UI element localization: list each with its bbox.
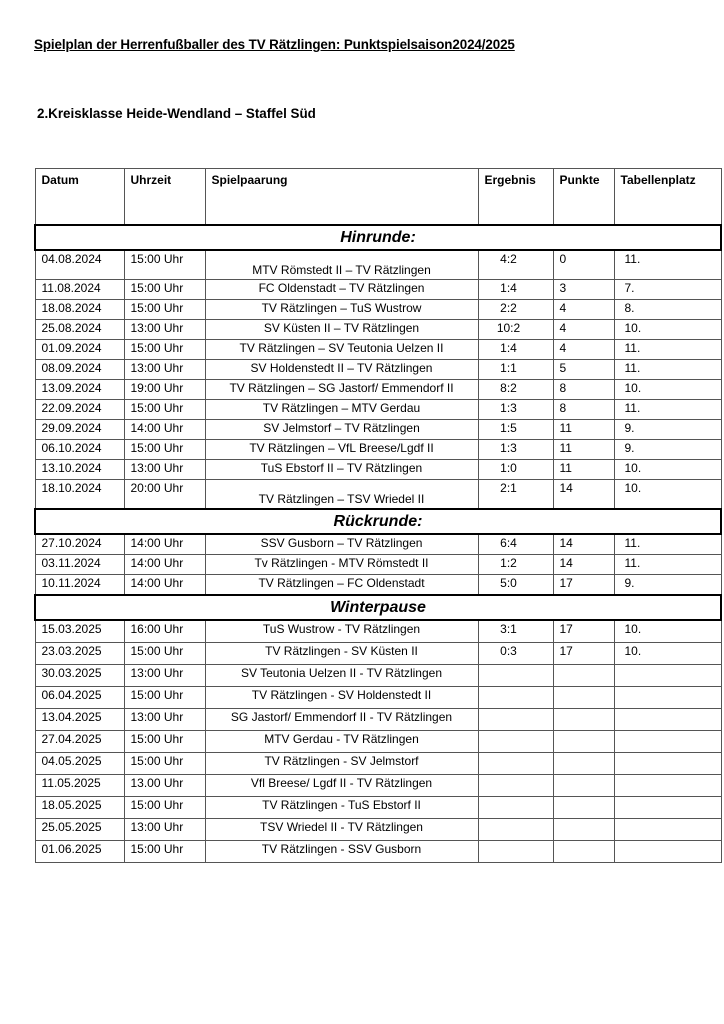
spielpaarung-cell: SV Teutonia Uelzen II - TV Rätzlingen (205, 665, 478, 687)
tabellenplatz-cell (614, 731, 721, 753)
ergebnis-cell (478, 819, 553, 841)
uhrzeit-cell: 20:00 Uhr (124, 480, 205, 510)
tabellenplatz-cell: 10. (614, 380, 721, 400)
datum-cell: 23.03.2025 (35, 643, 124, 665)
tabellenplatz-cell: 10. (614, 480, 721, 510)
punkte-cell: 0 (553, 250, 614, 280)
uhrzeit-cell: 13:00 Uhr (124, 709, 205, 731)
table-row (35, 620, 721, 643)
tabellenplatz-cell: 9. (614, 575, 721, 596)
table-row (35, 480, 721, 510)
table-row (35, 709, 721, 731)
ergebnis-cell: 3:1 (478, 620, 553, 643)
table-row (35, 687, 721, 709)
uhrzeit-cell: 14:00 Uhr (124, 420, 205, 440)
datum-cell: 03.11.2024 (35, 555, 124, 575)
uhrzeit-cell: 15:00 Uhr (124, 440, 205, 460)
uhrzeit-cell: 15:00 Uhr (124, 841, 205, 863)
uhrzeit-cell: 13:00 Uhr (124, 320, 205, 340)
tabellenplatz-cell: 10. (614, 460, 721, 480)
table-row (35, 380, 721, 400)
tabellenplatz-cell: 10. (614, 643, 721, 665)
uhrzeit-cell: 15:00 Uhr (124, 400, 205, 420)
punkte-cell: 8 (553, 380, 614, 400)
tabellenplatz-cell (614, 753, 721, 775)
datum-cell: 25.08.2024 (35, 320, 124, 340)
tabellenplatz-cell: 11. (614, 400, 721, 420)
spielpaarung-cell: Tv Rätzlingen - MTV Römstedt II (205, 555, 478, 575)
table-row (35, 400, 721, 420)
ergebnis-cell: 5:0 (478, 575, 553, 596)
spielpaarung-cell: SV Jelmstorf – TV Rätzlingen (205, 420, 478, 440)
header-tabellenplatz: Tabellenplatz (614, 169, 721, 226)
tabellenplatz-cell: 9. (614, 440, 721, 460)
header-datum: Datum (35, 169, 124, 226)
spielpaarung-cell: TuS Ebstorf II – TV Rätzlingen (205, 460, 478, 480)
spielpaarung-cell: TV Rätzlingen - SV Holdenstedt II (205, 687, 478, 709)
ergebnis-cell: 10:2 (478, 320, 553, 340)
table-row (35, 440, 721, 460)
ergebnis-cell: 1:3 (478, 400, 553, 420)
punkte-cell: 17 (553, 620, 614, 643)
header-uhrzeit: Uhrzeit (124, 169, 205, 226)
uhrzeit-cell: 16:00 Uhr (124, 620, 205, 643)
uhrzeit-cell: 13:00 Uhr (124, 819, 205, 841)
table-row (35, 575, 721, 596)
league-subtitle: 2.Kreisklasse Heide-Wendland – Staffel Süd (37, 106, 316, 121)
ergebnis-cell (478, 797, 553, 819)
spielpaarung-cell: TV Rätzlingen – FC Oldenstadt (205, 575, 478, 596)
section-row (35, 509, 721, 534)
tabellenplatz-cell (614, 797, 721, 819)
datum-cell: 18.08.2024 (35, 300, 124, 320)
table-row (35, 280, 721, 300)
spielpaarung-cell: TV Rätzlingen – TuS Wustrow (205, 300, 478, 320)
datum-cell: 06.10.2024 (35, 440, 124, 460)
spielpaarung-cell: TV Rätzlingen - SV Jelmstorf (205, 753, 478, 775)
uhrzeit-cell: 19:00 Uhr (124, 380, 205, 400)
table-row (35, 460, 721, 480)
punkte-cell (553, 731, 614, 753)
spielpaarung-cell: MTV Gerdau - TV Rätzlingen (205, 731, 478, 753)
punkte-cell: 11 (553, 440, 614, 460)
ergebnis-cell: 1:4 (478, 340, 553, 360)
uhrzeit-cell: 14:00 Uhr (124, 575, 205, 596)
punkte-cell: 11 (553, 420, 614, 440)
table-row (35, 643, 721, 665)
table-row (35, 819, 721, 841)
tabellenplatz-cell: 10. (614, 620, 721, 643)
schedule-table (34, 168, 722, 863)
datum-cell: 27.10.2024 (35, 534, 124, 555)
tabellenplatz-cell: 11. (614, 250, 721, 280)
ergebnis-cell (478, 731, 553, 753)
ergebnis-cell: 1:0 (478, 460, 553, 480)
datum-cell: 01.09.2024 (35, 340, 124, 360)
spielpaarung-cell: TV Rätzlingen - TuS Ebstorf II (205, 797, 478, 819)
uhrzeit-cell: 15:00 Uhr (124, 731, 205, 753)
datum-cell: 22.09.2024 (35, 400, 124, 420)
tabellenplatz-cell (614, 819, 721, 841)
datum-cell: 11.08.2024 (35, 280, 124, 300)
table-row (35, 340, 721, 360)
uhrzeit-cell: 15:00 Uhr (124, 643, 205, 665)
punkte-cell: 14 (553, 534, 614, 555)
datum-cell: 30.03.2025 (35, 665, 124, 687)
datum-cell: 01.06.2025 (35, 841, 124, 863)
datum-cell: 04.08.2024 (35, 250, 124, 280)
datum-cell: 08.09.2024 (35, 360, 124, 380)
datum-cell: 18.10.2024 (35, 480, 124, 510)
punkte-cell (553, 841, 614, 863)
tabellenplatz-cell: 11. (614, 534, 721, 555)
header-row (35, 169, 721, 226)
ergebnis-cell (478, 753, 553, 775)
table-row (35, 360, 721, 380)
ergebnis-cell: 1:1 (478, 360, 553, 380)
spielpaarung-cell: SV Holdenstedt II – TV Rätzlingen (205, 360, 478, 380)
uhrzeit-cell: 14:00 Uhr (124, 534, 205, 555)
header-punkte: Punkte (553, 169, 614, 226)
uhrzeit-cell: 15:00 Uhr (124, 797, 205, 819)
spielpaarung-cell: SG Jastorf/ Emmendorf II - TV Rätzlingen (205, 709, 478, 731)
uhrzeit-cell: 13:00 Uhr (124, 460, 205, 480)
datum-cell: 10.11.2024 (35, 575, 124, 596)
table-row (35, 320, 721, 340)
uhrzeit-cell: 15:00 Uhr (124, 300, 205, 320)
datum-cell: 13.10.2024 (35, 460, 124, 480)
spielpaarung-cell: TuS Wustrow - TV Rätzlingen (205, 620, 478, 643)
datum-cell: 13.09.2024 (35, 380, 124, 400)
spielpaarung-cell: TV Rätzlingen – TSV Wriedel II (205, 480, 478, 510)
datum-cell: 06.04.2025 (35, 687, 124, 709)
punkte-cell: 4 (553, 320, 614, 340)
table-row (35, 797, 721, 819)
tabellenplatz-cell: 8. (614, 300, 721, 320)
table-row (35, 534, 721, 555)
ergebnis-cell (478, 687, 553, 709)
datum-cell: 25.05.2025 (35, 819, 124, 841)
table-row (35, 731, 721, 753)
spielpaarung-cell: MTV Römstedt II – TV Rätzlingen (205, 250, 478, 280)
datum-cell: 27.04.2025 (35, 731, 124, 753)
punkte-cell: 11 (553, 460, 614, 480)
spielpaarung-cell: TV Rätzlingen – VfL Breese/Lgdf II (205, 440, 478, 460)
section-label: Rückrunde: (35, 509, 721, 534)
tabellenplatz-cell (614, 709, 721, 731)
ergebnis-cell: 1:4 (478, 280, 553, 300)
tabellenplatz-cell (614, 841, 721, 863)
punkte-cell (553, 753, 614, 775)
punkte-cell: 17 (553, 575, 614, 596)
datum-cell: 13.04.2025 (35, 709, 124, 731)
punkte-cell: 14 (553, 555, 614, 575)
ergebnis-cell: 1:3 (478, 440, 553, 460)
schedule-body (35, 225, 721, 863)
tabellenplatz-cell: 11. (614, 340, 721, 360)
section-row (35, 225, 721, 250)
datum-cell: 15.03.2025 (35, 620, 124, 643)
spielpaarung-cell: TV Rätzlingen – MTV Gerdau (205, 400, 478, 420)
table-row (35, 250, 721, 280)
ergebnis-cell: 6:4 (478, 534, 553, 555)
tabellenplatz-cell (614, 687, 721, 709)
table-row (35, 555, 721, 575)
uhrzeit-cell: 13:00 Uhr (124, 360, 205, 380)
ergebnis-cell: 4:2 (478, 250, 553, 280)
spielpaarung-cell: SSV Gusborn – TV Rätzlingen (205, 534, 478, 555)
punkte-cell (553, 709, 614, 731)
uhrzeit-cell: 15:00 Uhr (124, 280, 205, 300)
datum-cell: 18.05.2025 (35, 797, 124, 819)
tabellenplatz-cell (614, 665, 721, 687)
spielpaarung-cell: TV Rätzlingen - SV Küsten II (205, 643, 478, 665)
ergebnis-cell: 0:3 (478, 643, 553, 665)
uhrzeit-cell: 13.00 Uhr (124, 775, 205, 797)
section-row (35, 595, 721, 620)
spielpaarung-cell: TV Rätzlingen – SG Jastorf/ Emmendorf II (205, 380, 478, 400)
spielpaarung-cell: TSV Wriedel II - TV Rätzlingen (205, 819, 478, 841)
spielpaarung-cell: TV Rätzlingen – SV Teutonia Uelzen II (205, 340, 478, 360)
datum-cell: 29.09.2024 (35, 420, 124, 440)
punkte-cell (553, 797, 614, 819)
datum-cell: 11.05.2025 (35, 775, 124, 797)
section-label: Winterpause (35, 595, 721, 620)
spielpaarung-cell: FC Oldenstadt – TV Rätzlingen (205, 280, 478, 300)
punkte-cell (553, 819, 614, 841)
table-row (35, 420, 721, 440)
header-spielpaarung: Spielpaarung (205, 169, 478, 226)
uhrzeit-cell: 15:00 Uhr (124, 340, 205, 360)
ergebnis-cell (478, 709, 553, 731)
uhrzeit-cell: 13:00 Uhr (124, 665, 205, 687)
document-title: Spielplan der Herrenfußballer des TV Rätzlingen: Punktspielsaison2024/2025 (34, 37, 515, 52)
punkte-cell: 8 (553, 400, 614, 420)
punkte-cell: 14 (553, 480, 614, 510)
punkte-cell: 17 (553, 643, 614, 665)
ergebnis-cell (478, 841, 553, 863)
table-row (35, 753, 721, 775)
ergebnis-cell: 2:2 (478, 300, 553, 320)
tabellenplatz-cell: 10. (614, 320, 721, 340)
ergebnis-cell: 1:2 (478, 555, 553, 575)
tabellenplatz-cell: 9. (614, 420, 721, 440)
table-row (35, 300, 721, 320)
ergebnis-cell: 2:1 (478, 480, 553, 510)
punkte-cell: 3 (553, 280, 614, 300)
tabellenplatz-cell: 11. (614, 360, 721, 380)
punkte-cell: 4 (553, 340, 614, 360)
header-ergebnis: Ergebnis (478, 169, 553, 226)
ergebnis-cell: 1:5 (478, 420, 553, 440)
ergebnis-cell (478, 665, 553, 687)
punkte-cell (553, 687, 614, 709)
tabellenplatz-cell: 7. (614, 280, 721, 300)
tabellenplatz-cell (614, 775, 721, 797)
punkte-cell: 4 (553, 300, 614, 320)
uhrzeit-cell: 15:00 Uhr (124, 753, 205, 775)
uhrzeit-cell: 15:00 Uhr (124, 250, 205, 280)
punkte-cell: 5 (553, 360, 614, 380)
tabellenplatz-cell: 11. (614, 555, 721, 575)
table-row (35, 841, 721, 863)
uhrzeit-cell: 14:00 Uhr (124, 555, 205, 575)
uhrzeit-cell: 15:00 Uhr (124, 687, 205, 709)
spielpaarung-cell: SV Küsten II – TV Rätzlingen (205, 320, 478, 340)
ergebnis-cell: 8:2 (478, 380, 553, 400)
spielpaarung-cell: TV Rätzlingen - SSV Gusborn (205, 841, 478, 863)
section-label: Hinrunde: (35, 225, 721, 250)
spielpaarung-cell: Vfl Breese/ Lgdf II - TV Rätzlingen (205, 775, 478, 797)
ergebnis-cell (478, 775, 553, 797)
table-row (35, 775, 721, 797)
datum-cell: 04.05.2025 (35, 753, 124, 775)
punkte-cell (553, 775, 614, 797)
table-row (35, 665, 721, 687)
punkte-cell (553, 665, 614, 687)
